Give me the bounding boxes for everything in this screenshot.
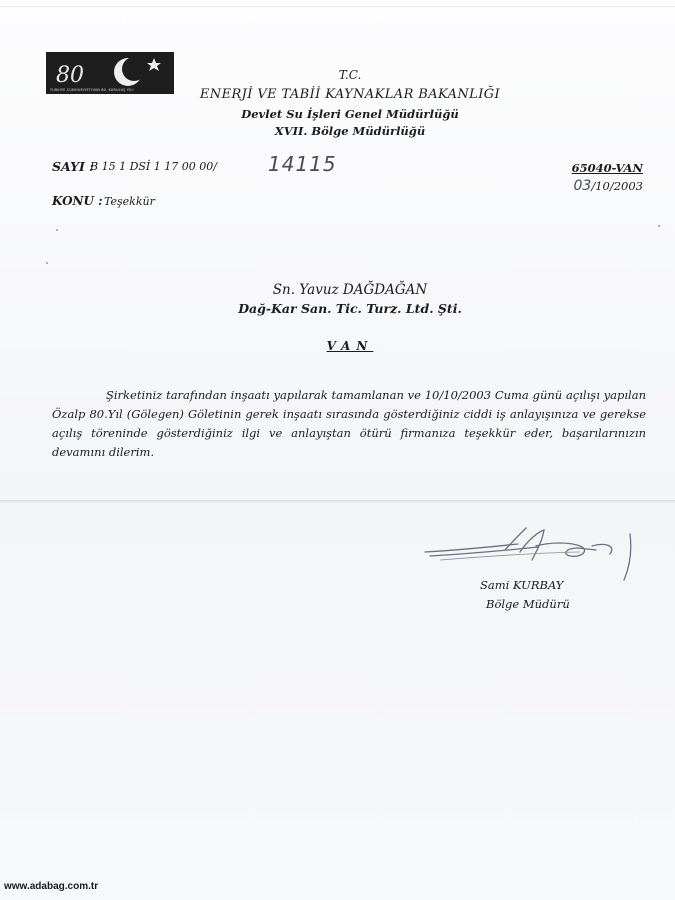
konu-value: Teşekkür: [104, 195, 155, 208]
sayi-label: SAYI :: [52, 159, 94, 174]
addressee-name: Sn. Yavuz DAĞDAĞAN: [272, 282, 428, 298]
letterhead-ministry: ENERJİ VE TABİİ KAYNAKLAR BAKANLIĞI: [199, 87, 501, 102]
sayi-handwritten-number: 14115: [268, 152, 337, 176]
letterhead-region: XVII. Bölge Müdürlüğü: [274, 124, 426, 138]
konu-label: KONU :: [52, 194, 103, 208]
addressee-company: Dağ-Kar San. Tic. Turz. Ltd. Şti.: [238, 301, 462, 316]
website-watermark: www.adabag.com.tr: [4, 881, 99, 892]
logo-caption: TÜRKİYE CUMHURİYETİ'NİN 80. KURULUŞ YILI: [50, 88, 134, 92]
logo-number: 80: [56, 63, 84, 88]
paper-speck: [658, 225, 660, 227]
paper-fold: [0, 500, 675, 503]
letter-body: Şirketiniz tarafından inşaatı yapılarak tamamlanan ve 10/10/2003 Cuma günü açılışı yapılan Özalp 80.Yıl (Gölegen) Göletinin gerek inşaatı sırasında gösterdiğiniz ciddi iş anlayışınıza ve gerekse açılış töreninde gösterdiğiniz ilgi ve anlayıştan ötürü firmanıza teşekkür eder, başarılarınızın devamını dilerim.: [52, 388, 646, 459]
letterhead-directorate: Devlet Su İşleri Genel Müdürlüğü: [241, 107, 459, 121]
reference-code: 65040-VAN: [571, 161, 643, 175]
addressee-city: [150, 339, 550, 353]
signatory-title: Bölge Müdürü: [486, 597, 570, 611]
signatory-name: Sami KURBAY: [480, 578, 564, 592]
date-rest: /10/2003: [591, 179, 643, 193]
paper-speck: [56, 229, 58, 231]
date-handwritten-day: 03: [573, 178, 592, 194]
paper-crease: [0, 6, 675, 7]
sayi-value: B 15 1 DSİ 1 17 00 00/: [90, 160, 217, 173]
letter-date: [574, 178, 643, 194]
paper-speck: [46, 262, 48, 264]
letterhead-line-tc: T.C.: [338, 68, 362, 82]
addressee-city-text: VAN: [326, 339, 374, 353]
